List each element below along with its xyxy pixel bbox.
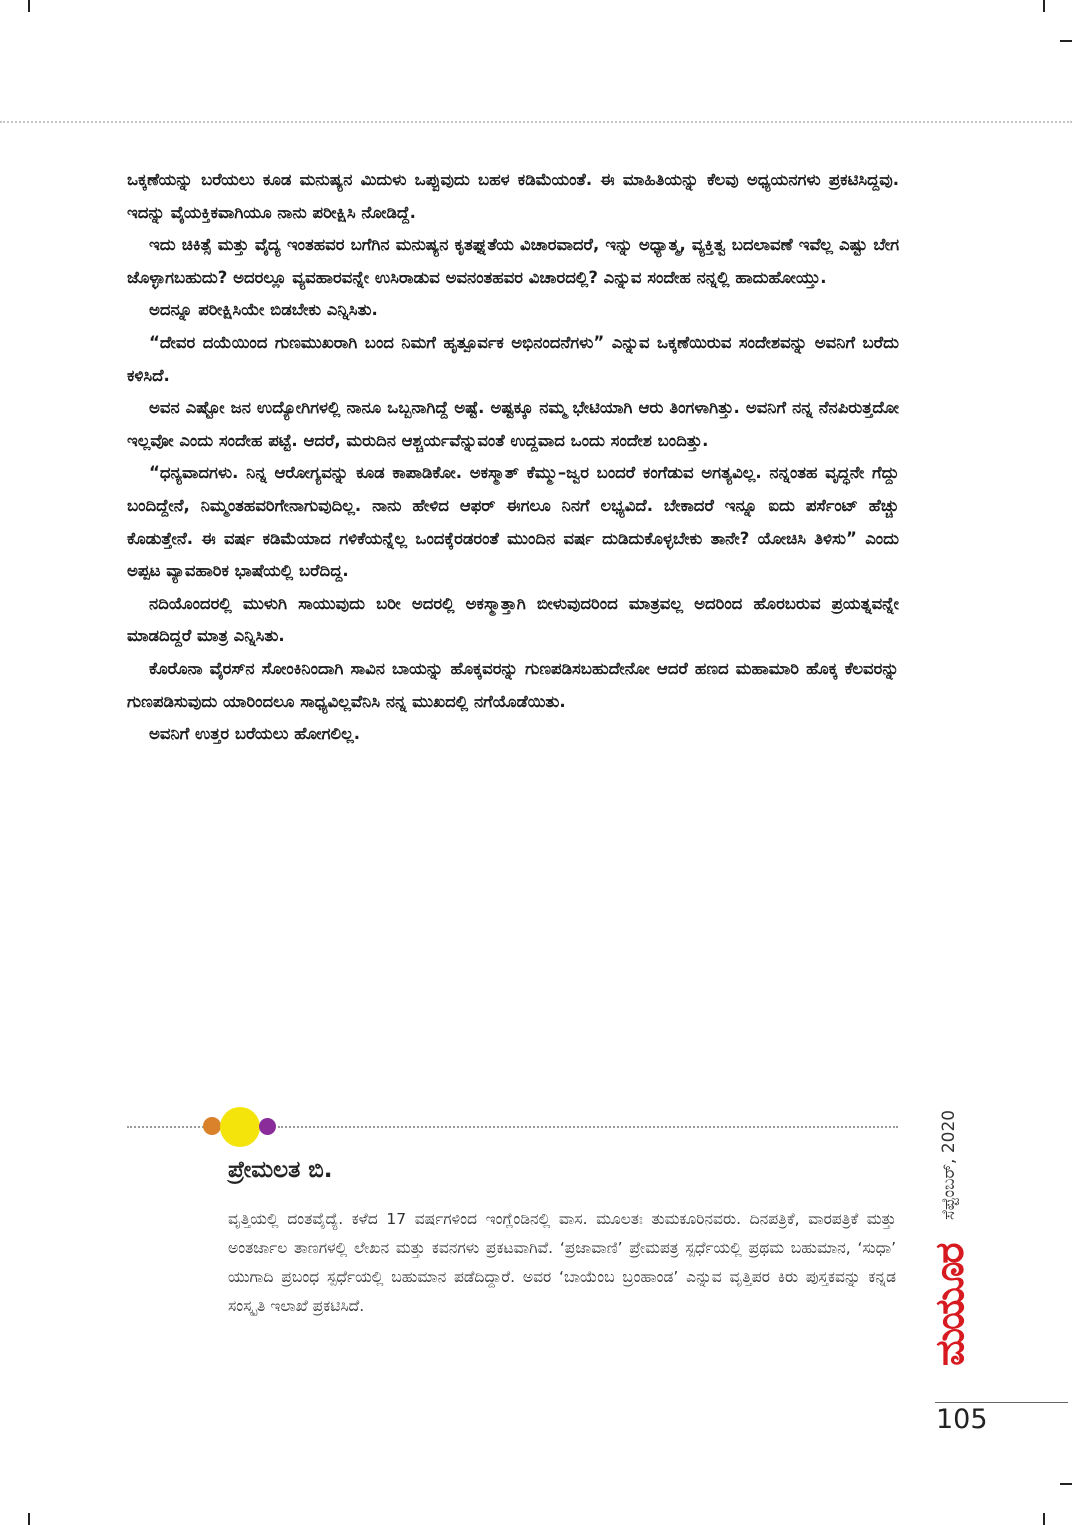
purple-dot-ornament [259, 1118, 276, 1135]
article-paragraph: ಒಕ್ಕಣೆಯನ್ನು ಬರೆಯಲು ಕೂಡ ಮನುಷ್ಯನ ಮಿದುಳು ಒಪ್ಪುವುದು ಬಹಳ ಕಡಿಮೆಯಂತೆ. ಈ ಮಾಹಿತಿಯನ್ನು ಕೆಲವು ಅಧ್ಯಯನಗಳು ಪ್ರಕಟಿಸಿದ್ದವು. ಇದನ್ನು ವೈಯಕ್ತಿಕವಾಗಿಯೂ ನಾನು ಪರೀಕ್ಷಿಸಿ ನೋಡಿದ್ದೆ. [127, 170, 899, 222]
author-name: ಪ್ರೇಮಲತ ಬಿ. [228, 1157, 333, 1183]
orange-dot-ornament [203, 1117, 221, 1135]
issue-date: ಸೆಪ್ಟೆಂಬರ್, 2020 [939, 1109, 959, 1220]
magazine-logo: ಮಯೂರ [927, 1244, 973, 1366]
top-dotted-rule [0, 121, 1072, 123]
crop-mark-right-upper [1060, 40, 1072, 42]
article-paragraph: “ದೇವರ ದಯೆಯಿಂದ ಗುಣಮುಖರಾಗಿ ಬಂದ ನಿಮಗೆ ಹೃತ್ಪೂರ್ವಕ ಅಭಿನಂದನೆಗಳು” ಎನ್ನುವ ಒಕ್ಕಣೆಯಿರುವ ಸಂದೇಶವನ್ನು ಅವನಿಗೆ ಬರೆದು ಕಳಿಸಿದೆ. [127, 332, 899, 385]
article-body [127, 164, 899, 751]
author-divider-left [127, 1126, 212, 1128]
crop-mark-top-left [28, 0, 30, 12]
yellow-dot-ornament [220, 1107, 260, 1147]
crop-mark-right-lower [1060, 1483, 1072, 1485]
crop-mark-bottom-right [1043, 1513, 1045, 1525]
crop-mark-top-right [1043, 0, 1045, 12]
page-number-rule [935, 1402, 1068, 1403]
crop-mark-bottom-left [28, 1513, 30, 1525]
article-paragraph: ಅವನಿಗೆ ಉತ್ತರ ಬರೆಯಲು ಹೋಗಲಿಲ್ಲ. [149, 724, 360, 744]
author-divider-right [278, 1126, 898, 1128]
article-paragraph: ನದಿಯೊಂದರಲ್ಲಿ ಮುಳುಗಿ ಸಾಯುವುದು ಬರೀ ಅದರಲ್ಲಿ ಅಕಸ್ಮಾತ್ತಾಗಿ ಬೀಳುವುದರಿಂದ ಮಾತ್ರವಲ್ಲ ಅದರಿಂದ ಹೊರಬರುವ ಪ್ರಯತ್ನವನ್ನೇ ಮಾಡದಿದ್ದರೆ ಮಾತ್ರ ಎನ್ನಿಸಿತು. [127, 593, 899, 646]
article-paragraph: ಕೊರೊನಾ ವೈರಸ್‌ನ ಸೋಂಕಿನಿಂದಾಗಿ ಸಾವಿನ ಬಾಯನ್ನು ಹೊಕ್ಕವರನ್ನು ಗುಣಪಡಿಸಬಹುದೇನೋ ಆದರೆ ಹಣದ ಮಹಾಮಾರಿ ಹೊಕ್ಕ ಕೆಲವರನ್ನು ಗುಣಪಡಿಸುವುದು ಯಾರಿಂದಲೂ ಸಾಧ್ಯವಿಲ್ಲವೆನಿಸಿ ನನ್ನ ಮುಖದಲ್ಲಿ ನಗೆಯೊಡೆಯಿತು. [127, 658, 899, 711]
article-paragraph: ಅದನ್ನೂ ಪರೀಕ್ಷಿಸಿಯೇ ಬಿಡಬೇಕು ಎನ್ನಿಸಿತು. [149, 300, 378, 320]
page-number: 105 [936, 1404, 988, 1435]
article-paragraph: ಇದು ಚಿಕಿತ್ಸೆ ಮತ್ತು ವೈದ್ಯ ಇಂತಹವರ ಬಗೆಗಿನ ಮನುಷ್ಯನ ಕೃತಘ್ನತೆಯ ವಿಚಾರವಾದರೆ, ಇನ್ನು ಅಧ್ಯಾತ್ಮ, ವ್ಯಕ್ತಿತ್ವ ಬದಲಾವಣೆ ಇವೆಲ್ಲ ಎಷ್ಟು ಬೇಗ ಜೊಳ್ಳಾಗಬಹುದು? ಅದರಲ್ಲೂ ವ್ಯವಹಾರವನ್ನೇ ಉಸಿರಾಡುವ ಅವನಂತಹವರ ವಿಚಾರದಲ್ಲಿ? ಎನ್ನುವ ಸಂದೇಹ ನನ್ನಲ್ಲಿ ಹಾದುಹೋಯ್ತು. [127, 235, 899, 287]
article-paragraph: ಅವನ ಎಷ್ಟೋ ಜನ ಉದ್ಯೋಗಿಗಳಲ್ಲಿ ನಾನೂ ಒಬ್ಬನಾಗಿದ್ದೆ ಅಷ್ಟೆ. ಅಷ್ಟಕ್ಕೂ ನಮ್ಮ ಭೇಟಿಯಾಗಿ ಆರು ತಿಂಗಳಾಗಿತ್ತು. ಅವನಿಗೆ ನನ್ನ ನೆನಪಿರುತ್ತದೋ ಇಲ್ಲವೋ ಎಂದು ಸಂದೇಹ ಪಟ್ಟೆ. ಆದರೆ, ಮರುದಿನ ಆಶ್ಚರ್ಯವೆನ್ನುವಂತೆ ಉದ್ದವಾದ ಒಂದು ಸಂದೇಶ ಬಂದಿತ್ತು. [127, 398, 899, 450]
article-paragraph: “ಧನ್ಯವಾದಗಳು. ನಿನ್ನ ಆರೋಗ್ಯವನ್ನು ಕೂಡ ಕಾಪಾಡಿಕೋ. ಅಕಸ್ಮಾತ್ ಕೆಮ್ಮು–ಜ್ವರ ಬಂದರೆ ಕಂಗೆಡುವ ಅಗತ್ಯವಿಲ್ಲ. ನನ್ನಂತಹ ವೃದ್ಧನೇ ಗೆದ್ದು ಬಂದಿದ್ದೇನೆ, ನಿಮ್ಮಂತಹವರಿಗೇನಾಗುವುದಿಲ್ಲ. ನಾನು ಹೇಳಿದ ಆಫರ್ ಈಗಲೂ ನಿನಗೆ ಲಭ್ಯವಿದೆ. ಬೇಕಾದರೆ ಇನ್ನೂ ಐದು ಪರ್ಸೆಂಟ್ ಹೆಚ್ಚು ಕೊಡುತ್ತೇನೆ. ಈ ವರ್ಷ ಕಡಿಮೆಯಾದ ಗಳಿಕೆಯನ್ನೆಲ್ಲ ಒಂದಕ್ಕೆರಡರಂತೆ ಮುಂದಿನ ವರ್ಷ ದುಡಿದುಕೊಳ್ಳಬೇಕು ತಾನೇ? ಯೋಚಿಸಿ ತಿಳಿಸು” ಎಂದು ಅಪ್ಪಟ ವ್ಯಾವಹಾರಿಕ ಭಾಷೆಯಲ್ಲಿ ಬರೆದಿದ್ದ. [127, 463, 899, 581]
author-bio: ವೃತ್ತಿಯಲ್ಲಿ ದಂತವೈದ್ಯೆ. ಕಳೆದ 17 ವರ್ಷಗಳಿಂದ ಇಂಗ್ಲೆಂಡಿನಲ್ಲಿ ವಾಸ. ಮೂಲತಃ ತುಮಕೂರಿನವರು. ದಿನಪತ್ರಿಕೆ, ವಾರಪತ್ರಿಕೆ ಮತ್ತು ಅಂತರ್ಜಾಲ ತಾಣಗಳಲ್ಲಿ ಲೇಖನ ಮತ್ತು ಕವನಗಳು ಪ್ರಕಟವಾಗಿವೆ. ‘ಪ್ರಜಾವಾಣಿ’ ಪ್ರೇಮಪತ್ರ ಸ್ಪರ್ಧೆಯಲ್ಲಿ ಪ್ರಥಮ ಬಹುಮಾನ, ‘ಸುಧಾ’ ಯುಗಾದಿ ಪ್ರಬಂಧ ಸ್ಪರ್ಧೆಯಲ್ಲಿ ಬಹುಮಾನ ಪಡೆದಿದ್ದಾರೆ. ಅವರ ‘ಬಾಯೆಂಬ ಬ್ರಂಹಾಂಡ’ ಎನ್ನುವ ವೃತ್ತಿಪರ ಕಿರು ಪುಸ್ತಕವನ್ನು ಕನ್ನಡ ಸಂಸ್ಕೃತಿ ಇಲಾಖೆ ಪ್ರಕಟಿಸಿದೆ. [228, 1210, 896, 1315]
